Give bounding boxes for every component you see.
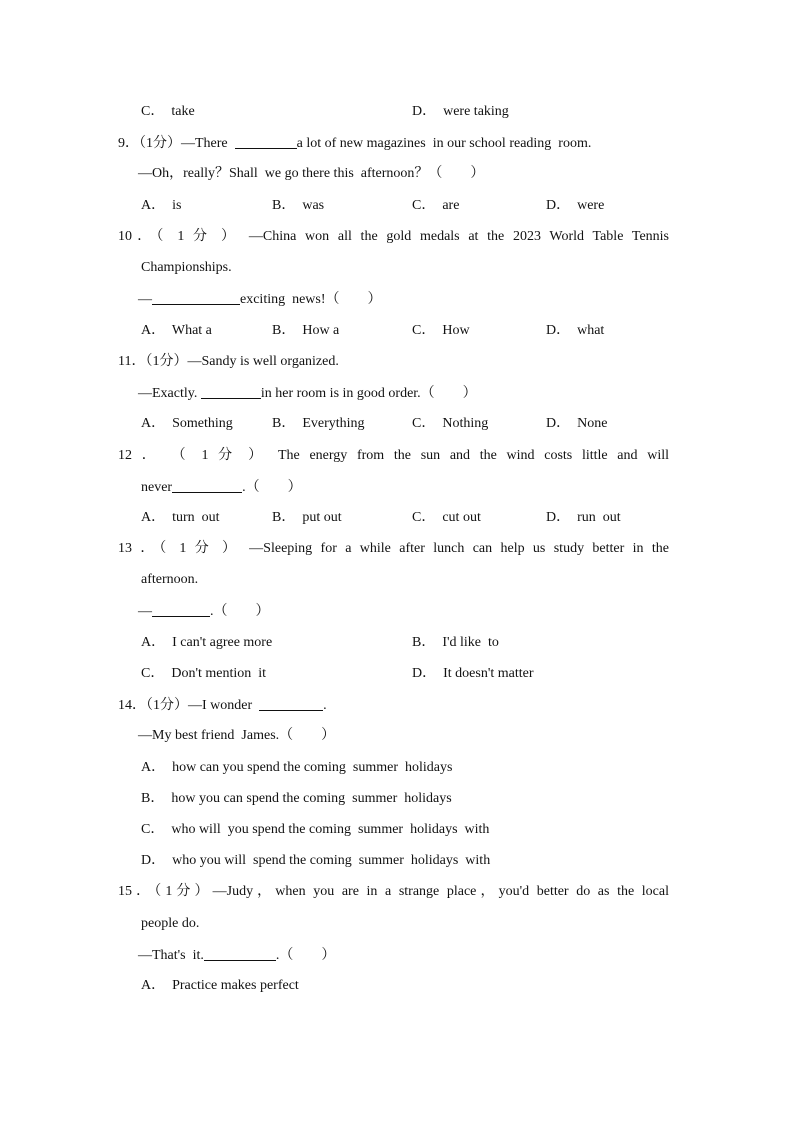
q13-option-b[interactable]: B． I'd like to: [412, 635, 499, 650]
q12-question-line1: 12 ． （ 1 分 ） The energy from the sun and the wind costs little and will: [118, 448, 669, 463]
q15-answer-blank[interactable]: [204, 946, 276, 961]
q10-option-a[interactable]: A． What a: [141, 323, 212, 338]
q9-option-d[interactable]: D． were: [546, 198, 605, 213]
q12-option-a[interactable]: A． turn out: [141, 510, 220, 525]
q9-question-line2: —Oh，really？Shall we go there this afternoon？（ ）: [138, 166, 485, 181]
q10-text-prefix: —: [138, 292, 152, 307]
q11-text-prefix: —Exactly.: [138, 386, 198, 401]
q12-text-suffix: .（ ）: [242, 480, 302, 495]
q11-option-b[interactable]: B． Everything: [272, 416, 365, 431]
q10-question-line1: 10．（ 1 分 ） —China won all the gold medals at the 2023 World Table Tennis: [118, 229, 669, 244]
q10-option-d[interactable]: D． what: [546, 323, 605, 338]
q8-option-d[interactable]: D． were taking: [412, 104, 509, 119]
q11-question-line2: [138, 384, 477, 403]
q14-option-b[interactable]: B． how you can spend the coming summer holidays: [141, 791, 452, 806]
q14-question-line1: [118, 696, 327, 715]
q15-text-prefix: —That's it.: [138, 948, 204, 963]
q13-answer-blank[interactable]: [152, 602, 210, 617]
q14-answer-blank[interactable]: [259, 696, 323, 711]
q11-option-c[interactable]: C． Nothing: [412, 416, 489, 431]
q15-question-line2: people do.: [141, 916, 200, 931]
q13-question-line2: afternoon.: [141, 572, 199, 587]
q10-answer-blank[interactable]: [152, 290, 240, 305]
q9-text-suffix: a lot of new magazines in our school reading room.: [296, 136, 592, 151]
q15-question-line1: 15．（1分）—Judy，when you are in a strange place，you'd better do as the local: [118, 884, 669, 899]
q12-text-prefix: never: [141, 480, 173, 495]
q12-option-b[interactable]: B． put out: [272, 510, 342, 525]
q11-option-d[interactable]: D． None: [546, 416, 608, 431]
q14-text-prefix: 14．（1分）—I wonder: [118, 698, 253, 713]
q13-option-a[interactable]: A． I can't agree more: [141, 635, 273, 650]
q13-text-suffix: .（ ）: [210, 604, 270, 619]
q14-option-c[interactable]: C． who will you spend the coming summer holidays with: [141, 822, 490, 837]
q11-answer-blank[interactable]: [201, 384, 261, 399]
q8-option-c[interactable]: C． take: [141, 104, 195, 119]
q11-question-line1: 11．（1分）—Sandy is well organized.: [118, 354, 339, 369]
q14-text-suffix: .: [323, 698, 327, 713]
q10-option-c[interactable]: C． How: [412, 323, 470, 338]
q10-text-suffix: exciting news!（ ）: [240, 292, 382, 307]
q9-number: 9．（1分）: [118, 136, 181, 151]
q9-option-a[interactable]: A． is: [141, 198, 182, 213]
q15-text-suffix: .（ ）: [275, 948, 336, 963]
q14-option-d[interactable]: D． who you will spend the coming summer holidays with: [141, 853, 491, 868]
q15-question-line3: [138, 946, 335, 965]
q11-option-a[interactable]: A． Something: [141, 416, 233, 431]
q9-option-b[interactable]: B． was: [272, 198, 325, 213]
q11-text-suffix: in her room is in good order.（ ）: [260, 386, 477, 401]
q13-text-prefix: —: [138, 604, 152, 619]
q12-question-line2: [141, 478, 302, 497]
q10-question-line3: [138, 290, 382, 309]
q9-answer-blank[interactable]: [235, 134, 297, 149]
q13-option-c[interactable]: C． Don't mention it: [141, 666, 267, 681]
q15-option-a[interactable]: A． Practice makes perfect: [141, 978, 299, 993]
q10-option-b[interactable]: B． How a: [272, 323, 340, 338]
q12-answer-blank[interactable]: [172, 478, 242, 493]
q9-option-c[interactable]: C． are: [412, 198, 460, 213]
q13-question-line1: 13 ．（ 1 分 ） —Sleeping for a while after lunch can help us study better in the: [118, 541, 669, 556]
q9-question-line1: [118, 134, 591, 153]
q14-option-a[interactable]: A． how can you spend the coming summer holidays: [141, 760, 453, 775]
q9-text-prefix: —There: [181, 136, 228, 151]
q13-question-line3: [138, 602, 270, 621]
q12-option-d[interactable]: D． run out: [546, 510, 621, 525]
q13-option-d[interactable]: D． It doesn't matter: [412, 666, 534, 681]
q14-question-line2: —My best friend James.（ ）: [138, 728, 336, 743]
q12-option-c[interactable]: C． cut out: [412, 510, 481, 525]
q10-question-line2: Championships.: [141, 260, 232, 275]
